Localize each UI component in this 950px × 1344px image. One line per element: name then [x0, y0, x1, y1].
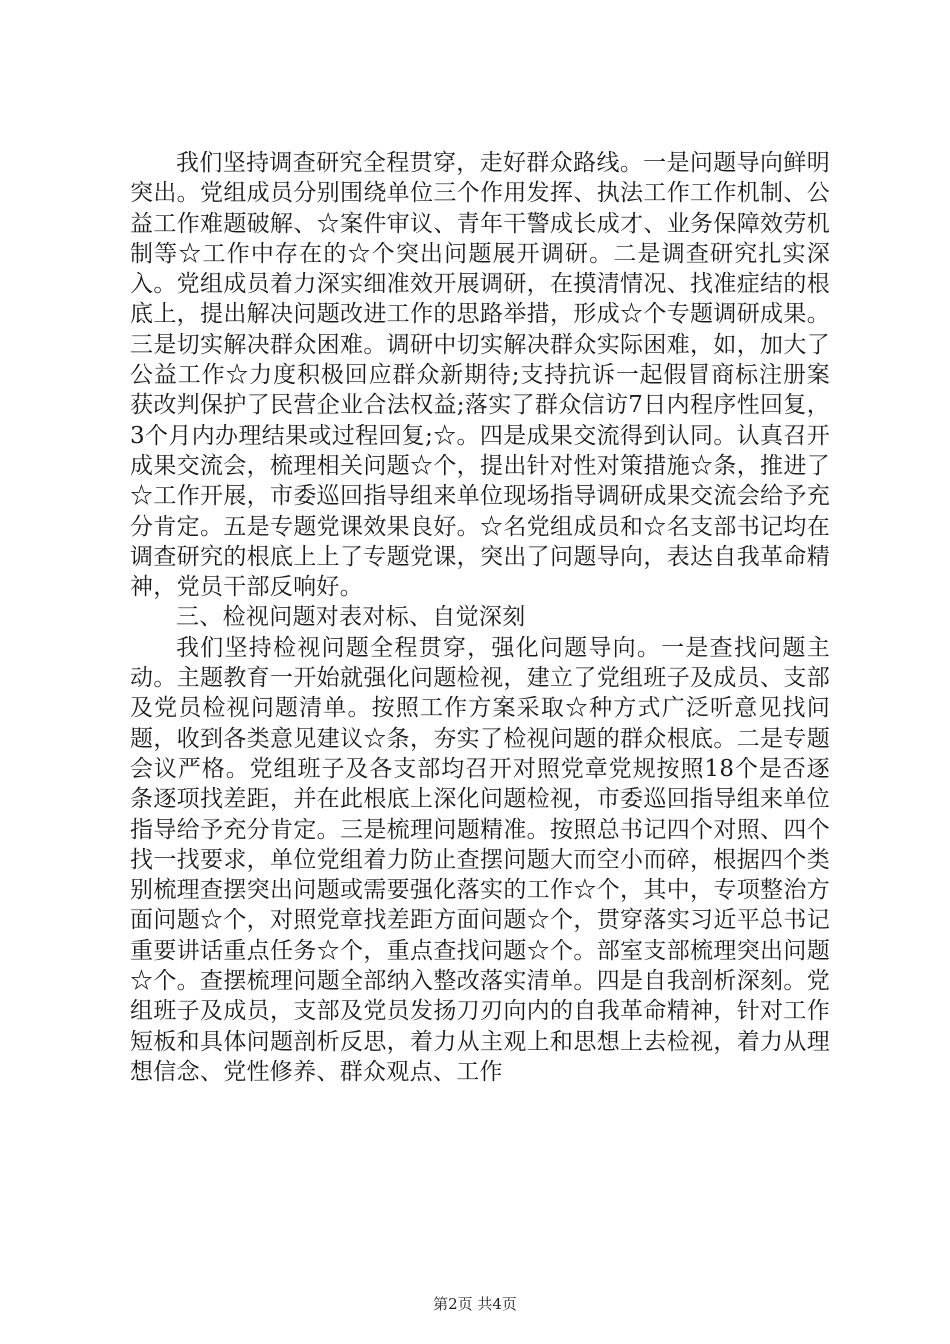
document-body — [130, 148, 830, 1087]
paragraph-research: 我们坚持调查研究全程贯穿，走好群众路线。一是问题导向鲜明突出。党组成员分别围绕单位三个作用发挥、执法工作工作机制、公益工作难题破解、☆案件审议、青年干警成长成才、业务保障效劳机制等☆工作中存在的☆个突出问题展开调研。二是调查研究扎实深入。党组成员着力深实细准效开展调研，在摸清情况、找准症结的根底上，提出解决问题改进工作的思路举措，形成☆个专题调研成果。三是切实解决群众困难。调研中切实解决群众实际困难，如，加大了公益工作☆力度积极回应群众新期待;支持抗诉一起假冒商标注册案获改判保护了民营企业合法权益;落实了群众信访7日内程序性回复，3个月内办理结果或过程回复;☆。四是成果交流得到认同。认真召开成果交流会，梳理相关问题☆个，提出针对性对策措施☆条，推进了☆工作开展，市委巡回指导组来单位现场指导调研成果交流会给予充分肯定。五是专题党课效果良好。☆名党组成员和☆名支部书记均在调查研究的根底上上了专题党课，突出了问题导向，表达自我革命精神，党员干部反响好。 — [130, 150, 830, 601]
section-heading-3: 三、检视问题对表对标、自觉深刻 — [176, 604, 526, 631]
page-footer: 第2页 共4页 — [433, 1295, 517, 1313]
paragraph-inspection: 我们坚持检视问题全程贯穿，强化问题导向。一是查找问题主动。主题教育一开始就强化问题检视，建立了党组班子及成员、支部及党员检视问题清单。按照工作方案采取☆种方式广泛听意见找问题，收到各类意见建议☆条，夯实了检视问题的群众根底。二是专题会议严格。党组班子及各支部均召开对照党章党规按照18个是否逐条逐项找差距，并在此根底上深化问题检视，市委巡回指导组来单位指导给予充分肯定。三是梳理问题精准。按照总书记四个对照、四个找一找要求，单位党组着力防止查摆问题大而空小而碎，根据四个类别梳理查摆突出问题或需要强化落实的工作☆个，其中，专项整治方面问题☆个，对照党章找差距方面问题☆个，贯穿落实习近平总书记重要讲话重点任务☆个，重点查找问题☆个。部室支部梳理突出问题☆个。查摆梳理问题全部纳入整改落实清单。四是自我剖析深刻。党组班子及成员，支部及党员发扬刀刃向内的自我革命精神，针对工作短板和具体问题剖析反思，着力从主观上和思想上去检视，着力从理想信念、党性修养、群众观点、工作 — [130, 634, 830, 1085]
